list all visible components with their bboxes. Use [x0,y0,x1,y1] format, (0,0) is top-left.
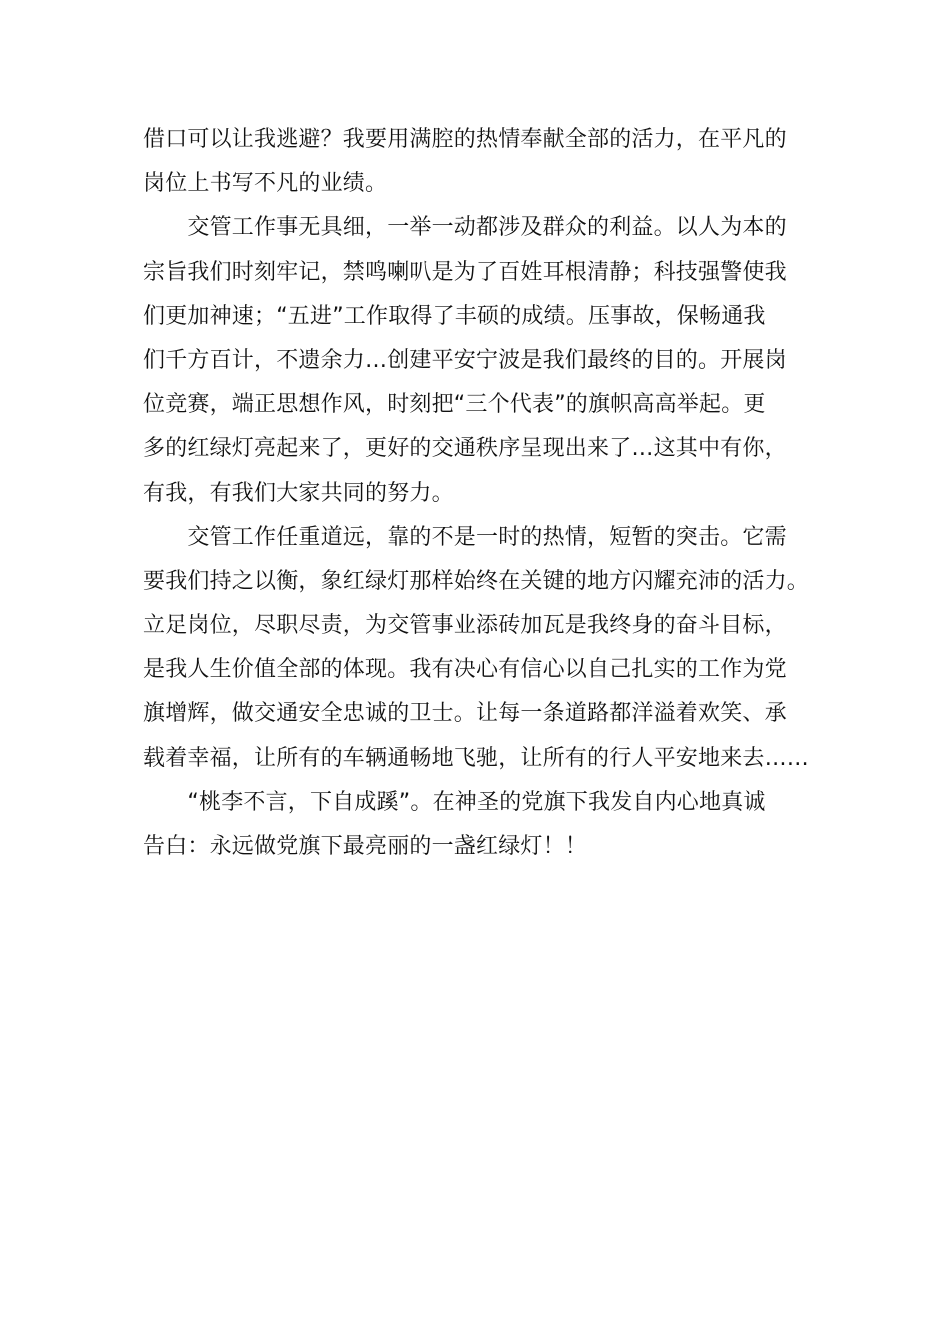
text-line: “桃李不言，下自成蹊”。在神圣的党旗下我发自内心地真诚 [143,789,766,815]
body-text [143,118,833,869]
text-line: 载着幸福，让所有的车辆通畅地飞驰，让所有的行人平安地来去…… [143,745,810,771]
text-line: 有我，有我们大家共同的努力。 [143,480,454,506]
text-line: 是我人生价值全部的体现。我有决心有信心以自己扎实的工作为党 [143,657,787,683]
text-line: 借口可以让我逃避？我要用满腔的热情奉献全部的活力，在平凡的 [143,127,787,152]
text-line: 告白：永远做党旗下最亮丽的一盏红绿灯！！ [143,834,588,859]
text-line: 们更加神速；“五进”工作取得了丰硕的成绩。压事故，保畅通我 [143,303,766,329]
text-line: 宗旨我们时刻牢记，禁鸣喇叭是为了百姓耳根清静；科技强警使我 [143,259,787,285]
text-line: 多的红绿灯亮起来了，更好的交通秩序呈现出来了…这其中有你， [143,436,787,462]
text-line: 要我们持之以衡，象红绿灯那样始终在关键的地方闪耀充沛的活力。 [143,568,810,594]
text-line: 旗增辉，做交通安全忠诚的卫士。让每一条道路都洋溢着欢笑、承 [143,701,787,727]
text-line: 岗位上书写不凡的业绩。 [143,171,388,197]
text-line: 位竞赛，端正思想作风，时刻把“三个代表”的旗帜高高举起。更 [143,392,766,418]
text-line: 立足岗位，尽职尽责，为交管事业添砖加瓦是我终身的奋斗目标， [143,613,787,639]
text-line: 们千方百计，不遗余力…创建平安宁波是我们最终的目的。开展岗 [143,347,787,373]
text-line: 交管工作事无具细，一举一动都涉及群众的利益。以人为本的 [143,215,787,241]
text-line: 交管工作任重道远，靠的不是一时的热情，短暂的突击。它需 [143,524,787,550]
